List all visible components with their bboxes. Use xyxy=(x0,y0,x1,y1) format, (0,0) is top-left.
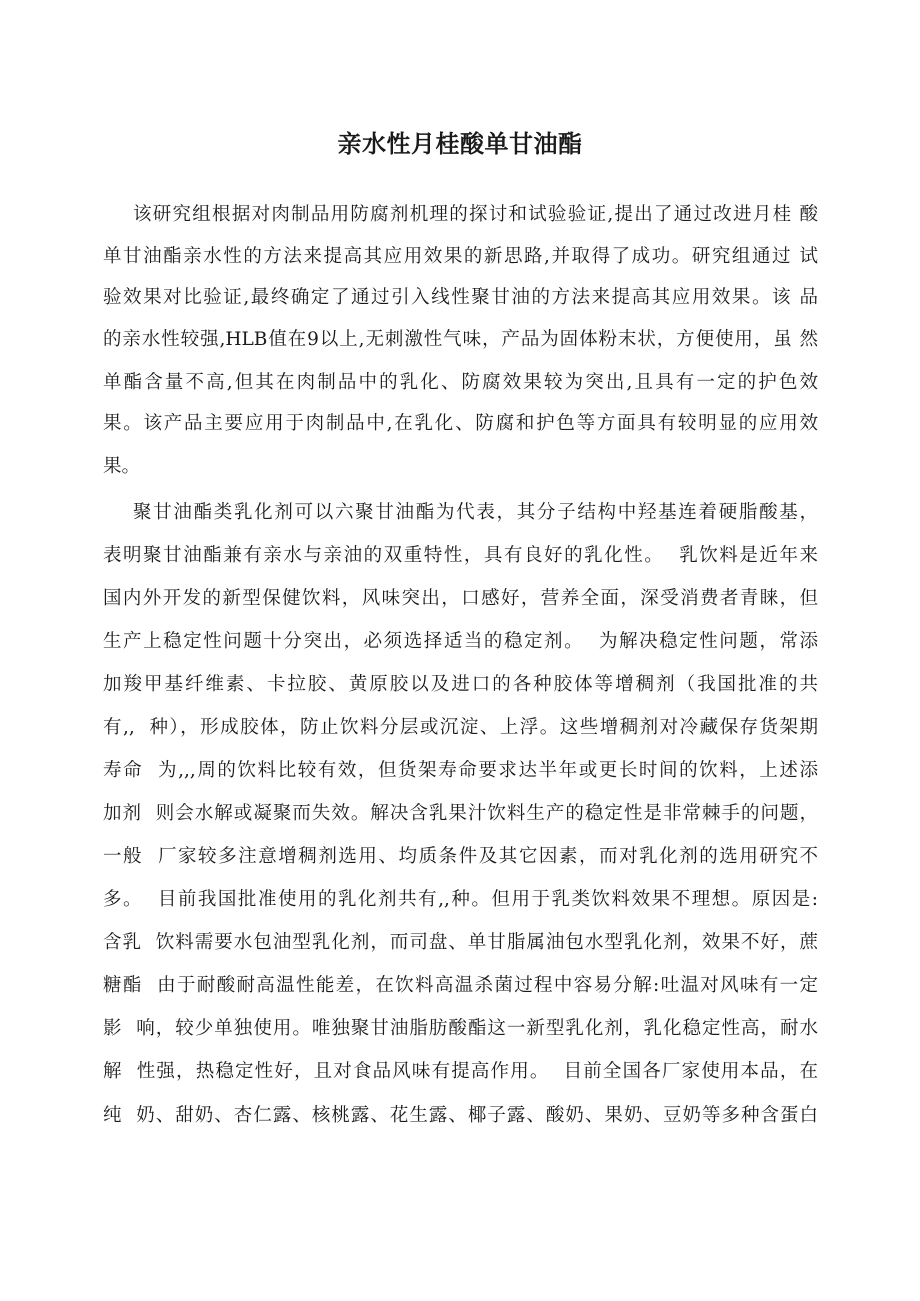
text-line: 一般 厂家较多注意增稠剂选用、均质条件及其它因素，而对乳化剂的选用研究不 xyxy=(103,846,818,867)
text-line: 验效果对比验证,最终确定了通过引入线性聚甘油的方法来提高其应用效果。该 品 xyxy=(103,287,818,308)
text-line: 单酯含量不高,但其在肉制品中的乳化、防腐效果较为突出,且具有一定的护色效 xyxy=(103,372,818,393)
text-line: 纯 奶、甜奶、杏仁露、核桃露、花生露、椰子露、酸奶、果奶、豆奶等多种含蛋白 xyxy=(103,1105,818,1126)
text-line: 多。 目前我国批准使用的乳化剂共有,,种。但用于乳类饮料效果不理想。原因是: xyxy=(103,889,818,910)
text-line: 果。 xyxy=(103,456,141,477)
text-line: 聚甘油酯类乳化剂可以六聚甘油酯为代表，其分子结构中羟基连着硬脂酸基， xyxy=(133,502,818,523)
text-line: 加剂 则会水解或凝聚而失效。解决含乳果汁饮料生产的稳定性是非常棘手的问题， xyxy=(103,803,818,824)
text-line: 有,, 种），形成胶体，防止饮料分层或沉淀、上浮。这些增稠剂对冷藏保存货架期 xyxy=(103,717,818,738)
text-line: 国内外开发的新型保健饮料，风味突出，口感好，营养全面，深受消费者青睐，但 xyxy=(103,588,818,609)
text-line: 加羧甲基纤维素、卡拉胶、黄原胶以及进口的各种胶体等增稠剂（我国批准的共 xyxy=(103,674,818,695)
text-line: 含乳 饮料需要水包油型乳化剂，而司盘、单甘脂属油包水型乳化剂，效果不好，蔗 xyxy=(103,932,818,953)
text-line: 糖酯 由于耐酸耐高温性能差，在饮料高温杀菌过程中容易分解:吐温对风味有一定 xyxy=(103,975,818,996)
text-line: 生产上稳定性问题十分突出，必须选择适当的稳定剂。 为解决稳定性问题，常添 xyxy=(103,631,818,652)
text-line: 寿命 为,,,周的饮料比较有效，但货架寿命要求达半年或更长时间的饮料，上述添 xyxy=(103,760,818,781)
text-line: 的亲水性较强,HLB值在9以上,无刺激性气味，产品为固体粉末状，方便使用，虽 然 xyxy=(103,329,818,350)
document-title: 亲水性月桂酸单甘油酯 xyxy=(337,130,583,158)
text-line: 表明聚甘油酯兼有亲水与亲油的双重特性，具有良好的乳化性。 乳饮料是近年来 xyxy=(103,545,818,566)
text-line: 影 响，较少单独使用。唯独聚甘油脂肪酸酯这一新型乳化剂，乳化稳定性高，耐水 xyxy=(103,1018,818,1039)
text-line: 单甘油酯亲水性的方法来提高其应用效果的新思路,并取得了成功。研究组通过 试 xyxy=(103,246,818,267)
text-line: 解 性强，热稳定性好，且对食品风味有提高作用。 目前全国各厂家使用本品，在 xyxy=(103,1061,818,1082)
text-line: 该研究组根据对肉制品用防腐剂机理的探讨和试验验证,提出了通过改进月桂 酸 xyxy=(133,204,818,225)
text-line: 果。该产品主要应用于肉制品中,在乳化、防腐和护色等方面具有较明显的应用效 xyxy=(103,413,818,434)
